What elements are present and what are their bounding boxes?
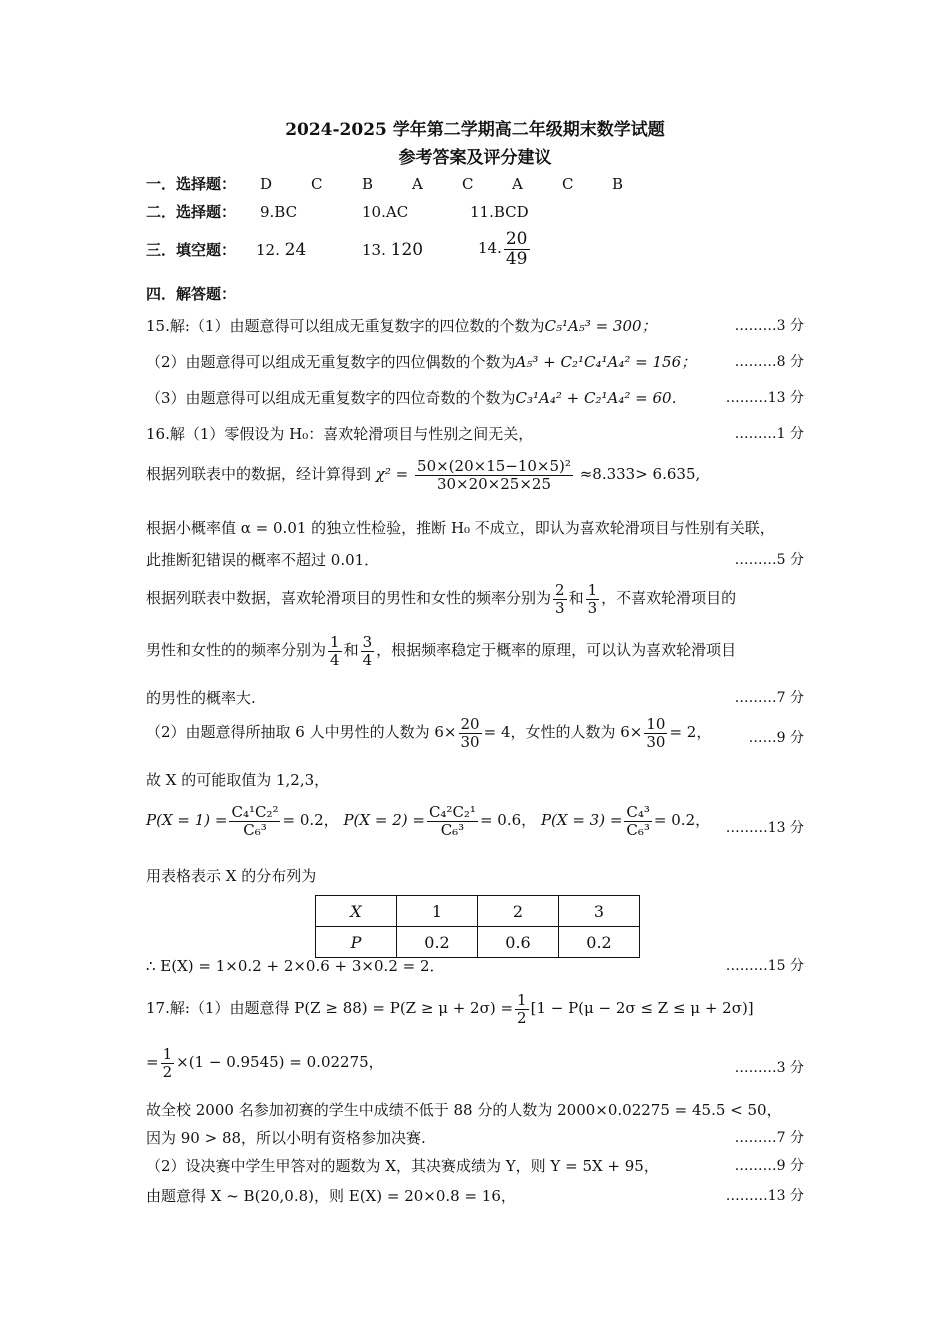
q16-line11: ∴ E(X) = 1×0.2 + 2×0.6 + 3×0.2 = 2． xyxy=(146,957,445,975)
q17-score2: ………7 分 xyxy=(734,1130,804,1146)
sec1-label: 一．选择题： xyxy=(146,175,237,193)
table-row xyxy=(316,896,640,927)
q17-line6: 由题意得 X ~ B(20,0.8)，则 E(X) = 20×0.8 = 16， xyxy=(146,1187,516,1205)
q16-score2: ………5 分 xyxy=(734,552,804,568)
q15-score2: ………8 分 xyxy=(734,354,804,370)
q15-score1: ………3 分 xyxy=(734,318,804,334)
q16-score1: ………1 分 xyxy=(734,426,804,442)
fill-12: 12. 24 xyxy=(256,240,307,260)
sec4-label: 四．解答题： xyxy=(146,285,237,303)
sec1-ans-4: A xyxy=(412,175,423,193)
q17-line2: = $\frac{1}{2}$ ×(1 − 0.9545) = 0.02275， xyxy=(146,1045,384,1081)
q17-score4: ………13 分 xyxy=(725,1188,804,1204)
doc-subtitle: 参考答案及评分建议 xyxy=(398,148,552,168)
sec2-ans-1: 9.BC xyxy=(260,203,298,221)
sec1-ans-6: A xyxy=(512,175,523,193)
q17-line3: 故全校 2000 名参加初赛的学生中成绩不低于 88 分的人数为 2000×0.02275 = 45.5 < 50， xyxy=(146,1101,782,1119)
q16-line4: 此推断犯错误的概率不超过 0.01． xyxy=(146,551,380,569)
q16-line10: 用表格表示 X 的分布列为 xyxy=(146,867,317,885)
sec1-ans-8: B xyxy=(612,175,624,193)
q17-line4: 因为 90 > 88，所以小明有资格参加决赛. xyxy=(146,1129,426,1147)
q16-line7: 的男性的概率大. xyxy=(146,689,256,707)
q15-line1: 15.解:（1）由题意得可以组成无重复数字的四位数的个数为C₅¹A₅³ = 300； xyxy=(146,317,657,335)
sec2-label: 二．选择题： xyxy=(146,203,237,221)
q17-line5: （2）设决赛中学生甲答对的题数为 X，其决赛成绩为 Y，则 Y = 5X + 95， xyxy=(146,1157,659,1175)
q16-line9: 故 X 的可能取值为 1,2,3， xyxy=(146,771,330,789)
table-cell: 3 xyxy=(559,896,640,927)
table-cell: 0.2 xyxy=(559,927,640,958)
q16-score4: ……9 分 xyxy=(748,730,804,746)
fill-13: 13. 120 xyxy=(362,240,424,260)
table-cell: P xyxy=(316,927,397,958)
doc-title: 2024-2025 学年第二学期高二年级期末数学试题 xyxy=(285,120,665,140)
distribution-table xyxy=(315,895,640,958)
q16-line3: 根据小概率值 α = 0.01 的独立性检验，推断 H₀ 不成立，即认为喜欢轮滑项目与性别有关联， xyxy=(146,519,775,537)
q16-line1: 16.解（1）零假设为 H₀：喜欢轮滑项目与性别之间无关， xyxy=(146,425,534,443)
sec1-ans-7: C xyxy=(562,175,574,193)
table-cell: 0.2 xyxy=(397,927,478,958)
sec2-ans-2: 10.AC xyxy=(362,203,409,221)
sec3-label: 三．填空题： xyxy=(146,241,237,259)
q16-score5: ………13 分 xyxy=(725,820,804,836)
q16-score6: ………15 分 xyxy=(725,958,804,974)
q16-chi-line: 根据列联表中的数据，经计算得到 χ² = $\frac{\text{50×(20×15−10×5)²}}{30\times 20\times 25\times 25}$ ≈8.333> 6.635, xyxy=(146,457,701,493)
q16-line5: 根据列联表中数据，喜欢轮滑项目的男性和女性的频率分别为 $\frac{2}{3}$ 和 $\frac{1}{3}$ ，不喜欢轮滑项目的 xyxy=(146,581,737,617)
q16-prob-line: P(X = 1) = $\frac{\text{C₄¹C₂²}}{\text{C₆³}}$ = 0.2， P(X = 2) = $\frac{\text{C₄²C₂¹}}{\text{C₆³}}$ = 0.6， P(X = 3) = $\frac{\text{C₄³}}{\text{C₆³}}$ = 0.2， xyxy=(146,803,711,839)
q15-line2: （2）由题意得可以组成无重复数字的四位偶数的个数为A₅³ + C₂¹C₄¹A₄² = 156； xyxy=(146,353,697,371)
sec1-ans-2: C xyxy=(311,175,323,193)
sec2-ans-3: 11.BCD xyxy=(470,203,529,221)
q17-score3: ………9 分 xyxy=(734,1158,804,1174)
table-cell: X xyxy=(316,896,397,927)
q16-score3: ………7 分 xyxy=(734,690,804,706)
fill-14: 14. $\frac{20}{49}$ xyxy=(478,229,528,269)
table-cell: 0.6 xyxy=(478,927,559,958)
sec1-ans-3: B xyxy=(362,175,374,193)
q17-score1: ………3 分 xyxy=(734,1060,804,1076)
q15-score3: ………13 分 xyxy=(725,390,804,406)
q16-line6: 男性和女性的的频率分别为 $\frac{1}{4}$ 和 $\frac{3}{4}$ ，根据频率稳定于概率的原理，可以认为喜欢轮滑项目 xyxy=(146,633,737,669)
table-row xyxy=(316,927,640,958)
table-cell: 1 xyxy=(397,896,478,927)
sec1-ans-5: C xyxy=(462,175,474,193)
q16-line8: （2）由题意得所抽取 6 人中男性的人数为 6× $\frac{20}{30}$ = 4，女性的人数为 6× $\frac{10}{30}$ = 2， xyxy=(146,715,712,751)
q17-line1: 17.解:（1）由题意得 P(Z ≥ 88) = P(Z ≥ μ + 2σ) = $\frac{1}{2}$ [1 − P(μ − 2σ ≤ Z ≤ μ + 2σ)] xyxy=(146,991,754,1027)
table-cell: 2 xyxy=(478,896,559,927)
q15-line3: （3）由题意得可以组成无重复数字的四位奇数的个数为C₃¹A₄² + C₂¹A₄² = 60． xyxy=(146,389,687,407)
sec1-ans-1: D xyxy=(260,175,273,193)
